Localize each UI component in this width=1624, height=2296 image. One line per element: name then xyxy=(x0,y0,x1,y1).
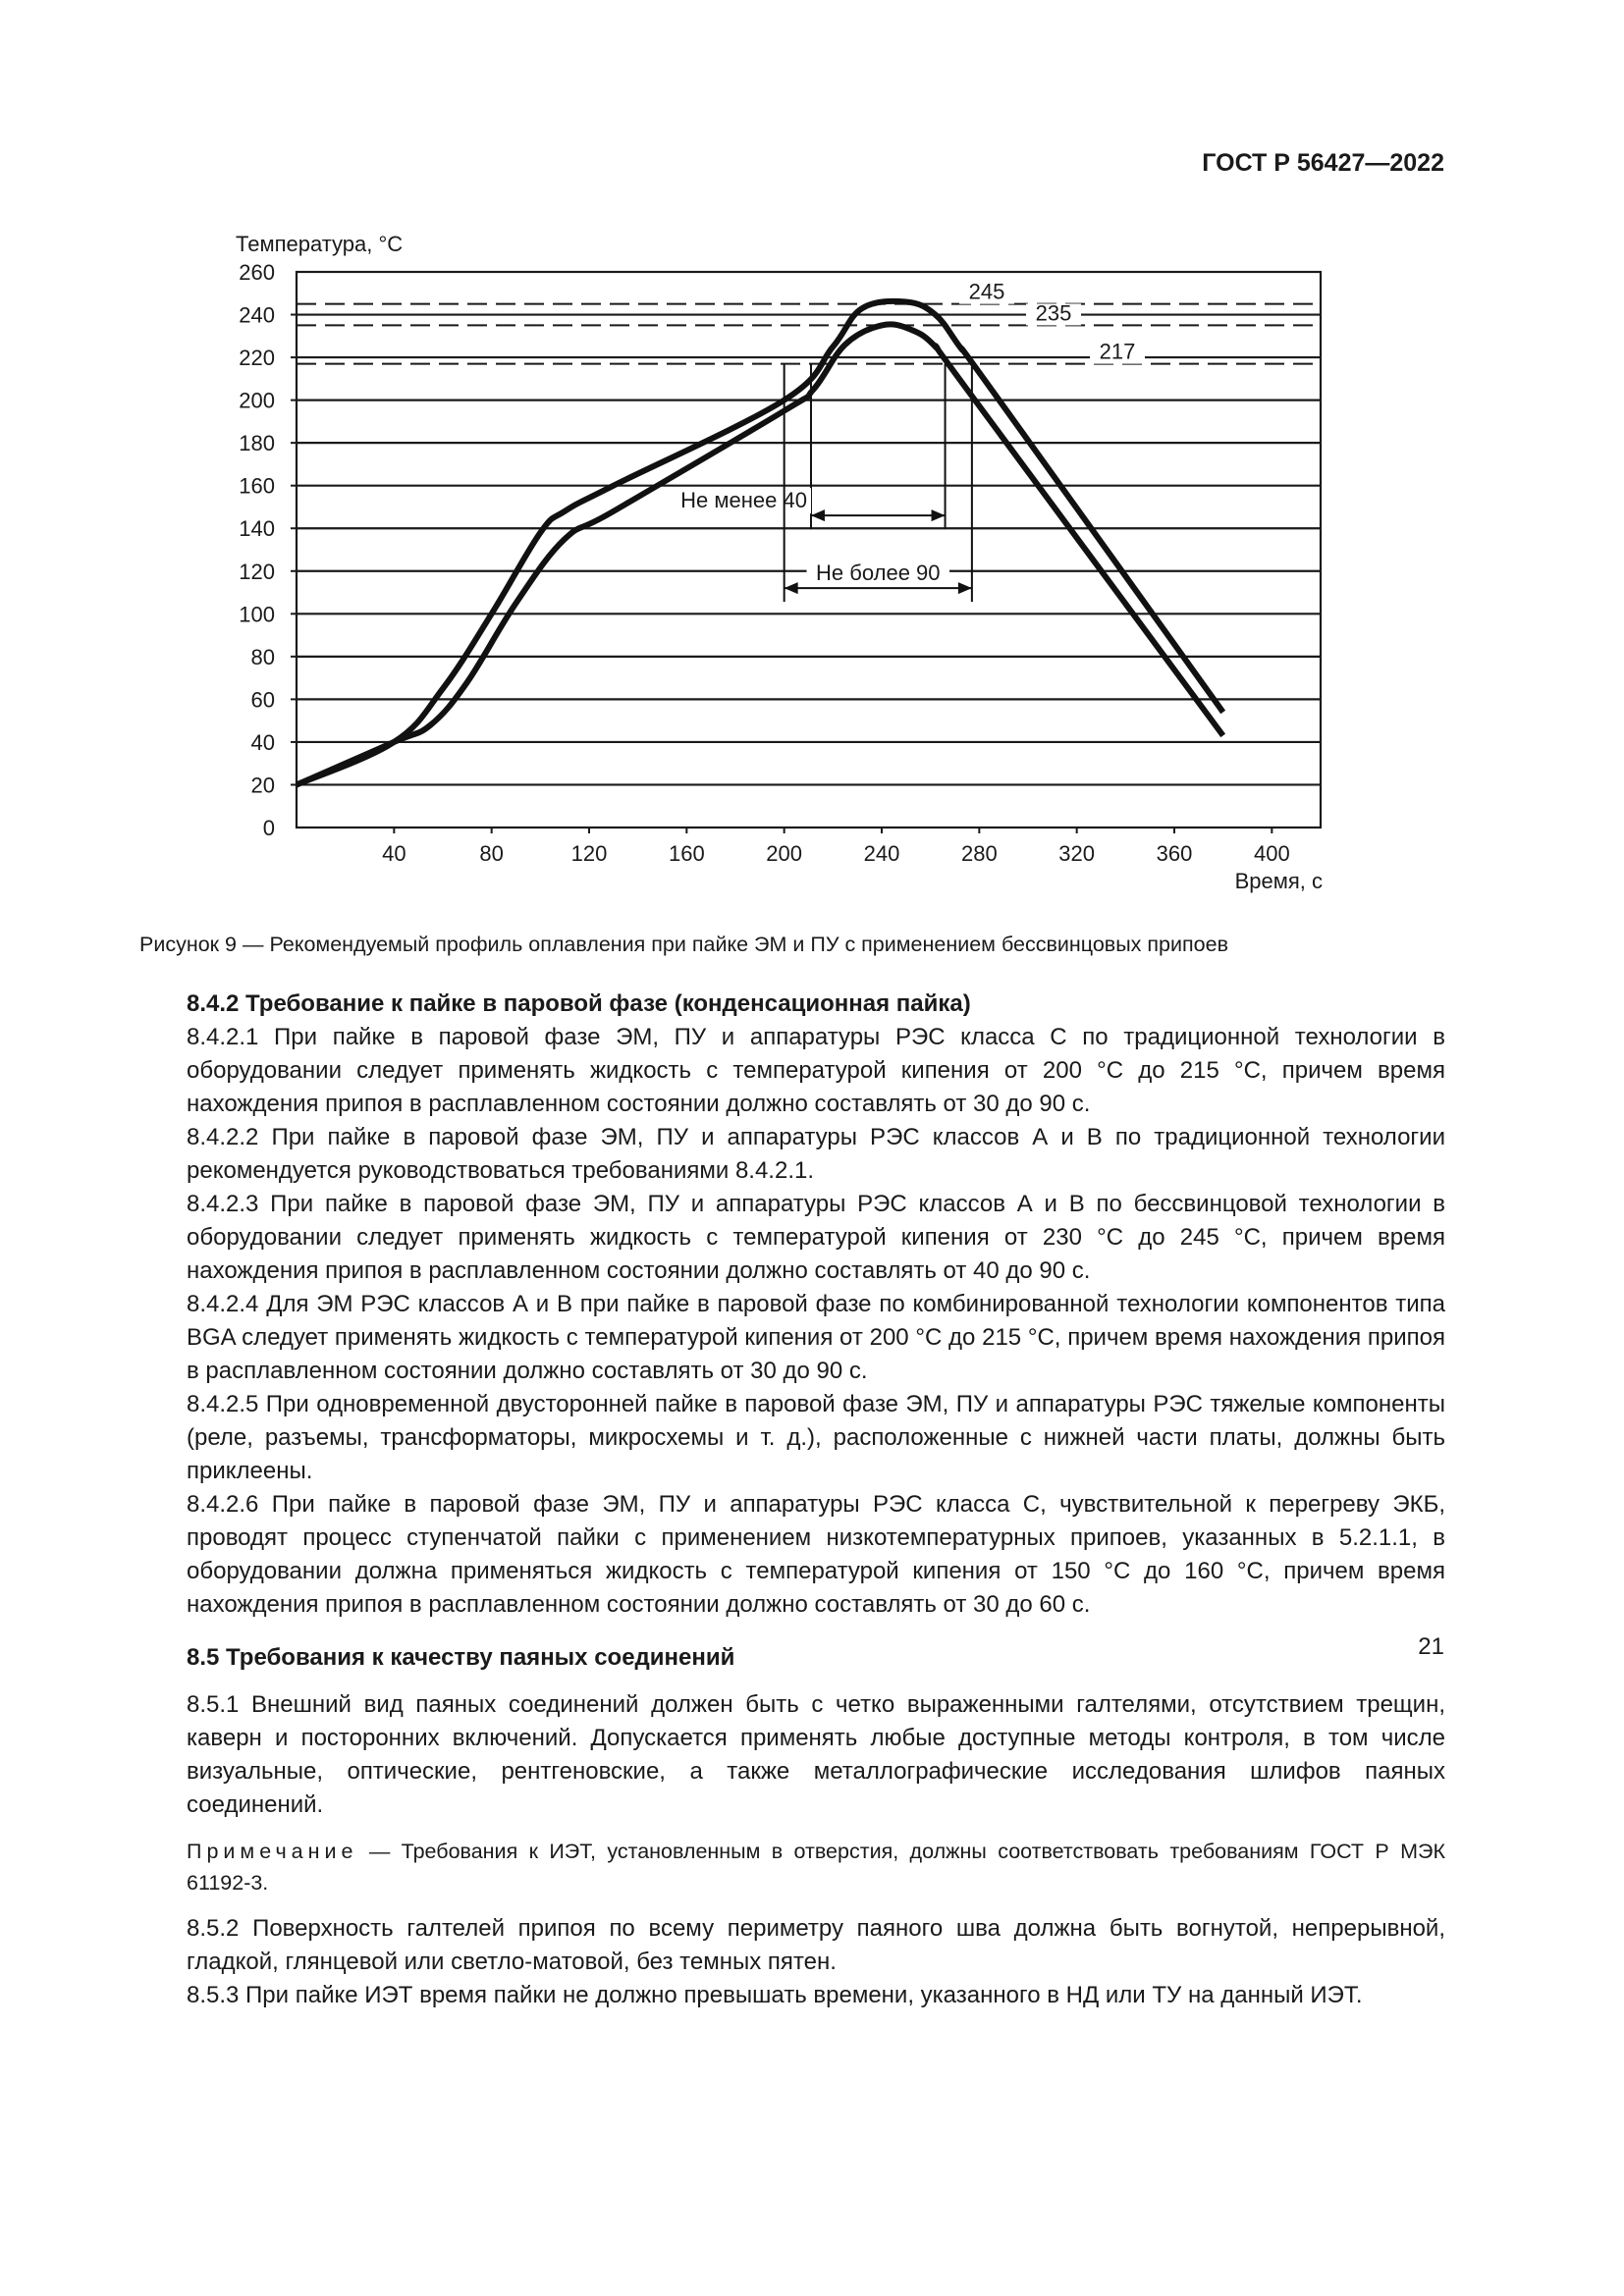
y-tick-label-260: 260 xyxy=(239,260,275,285)
paragraph-8-5-1: 8.5.1 Внешний вид паяных соединений должен быть с четко выраженными галтелями, отсутствием трещин, каверн и посторонних включений. Допускается применять любые доступные методы контроля, в том числе визуальные, оптические, рентгеновские, а также металлографические исследования шлифов паяных соединений. xyxy=(187,1691,1445,1818)
x-tick-label-280: 280 xyxy=(960,841,998,866)
y-tick-label-180: 180 xyxy=(239,431,275,456)
y-tick-label-80: 80 xyxy=(250,644,275,669)
x-tick-label-160: 160 xyxy=(668,841,705,866)
x-tick-label-200: 200 xyxy=(766,841,803,866)
x-tick-label-80: 80 xyxy=(479,841,504,866)
reference-label-235: 235 xyxy=(1035,300,1072,326)
annotation-arrowhead-left-2 xyxy=(785,582,798,594)
reflow-profile-chart xyxy=(0,0,1624,942)
annotation-label-1: Не менее 40 xyxy=(680,488,807,513)
paragraph-8-4-2-6: 8.4.2.6 При пайке в паровой фазе ЭМ, ПУ и аппаратуры РЭС класса С, чувствительной к перегреву ЭКБ, проводят процесс ступенчатой пайки с применением низкотемпературных припоев, указанных в 5.2.1.1, в оборудовании должна применяться жидкость с температурой кипения от 150 °С до 160 °С, причем время нахождения припоя в расплавленном состоянии должно составлять от 30 до 60 с. xyxy=(187,1491,1445,1618)
x-tick-label-400: 400 xyxy=(1253,841,1290,866)
page-number: 21 xyxy=(1418,1633,1444,1660)
y-tick-label-20: 20 xyxy=(250,773,275,798)
paragraph-8-4-2-3: 8.4.2.3 При пайке в паровой фазе ЭМ, ПУ и аппаратуры РЭС классов А и В по бессвинцовой технологии в оборудовании следует применять жидкость с температурой кипения от 230 °С до 245 °С, причем время нахождения припоя в расплавленном состоянии должно составлять от 40 до 90 с. xyxy=(187,1191,1445,1284)
section-8-4-2 xyxy=(187,988,1445,1622)
x-tick-label-240: 240 xyxy=(863,841,900,866)
paragraph-8-5-2: 8.5.2 Поверхность галтелей припоя по всему периметру паяного шва должна быть вогнутой, непрерывной, гладкой, глянцевой или светло-матовой, без темных пятен. xyxy=(187,1915,1445,1975)
section-8-5 xyxy=(187,1641,1445,2012)
reference-label-217: 217 xyxy=(1099,339,1136,364)
section-title-8-4-2: 8.4.2 Требование к пайке в паровой фазе (конденсационная пайка) xyxy=(187,990,971,1017)
y-axis-label: Температура, °С xyxy=(236,232,404,256)
y-tick-label-0: 0 xyxy=(262,816,275,840)
y-tick-label-160: 160 xyxy=(239,473,275,499)
profile-curve-lower xyxy=(297,324,1223,784)
y-tick-label-220: 220 xyxy=(239,346,275,371)
section-title-8-5: 8.5 Требования к качеству паяных соединений xyxy=(187,1644,735,1671)
annotation-label-2: Не более 90 xyxy=(816,561,941,586)
x-axis-label: Время, с xyxy=(1234,869,1323,893)
annotation-arrowhead-right-1 xyxy=(932,509,946,521)
y-tick-label-100: 100 xyxy=(239,602,275,627)
annotation-arrowhead-left-1 xyxy=(811,509,825,521)
y-tick-label-40: 40 xyxy=(250,729,275,755)
y-tick-label-120: 120 xyxy=(239,559,275,584)
plot-frame xyxy=(297,272,1321,828)
paragraph-8-5-3: 8.5.3 При пайке ИЭТ время пайки не должно превышать времени, указанного в НД или ТУ на данный ИЭТ. xyxy=(187,1982,1363,2008)
paragraph-8-4-2-2: 8.4.2.2 При пайке в паровой фазе ЭМ, ПУ и аппаратуры РЭС классов А и В по традиционной технологии рекомендуется руководствоваться требованиями 8.4.2.1. xyxy=(187,1124,1445,1184)
y-tick-label-140: 140 xyxy=(239,516,275,542)
y-tick-label-200: 200 xyxy=(239,388,275,413)
y-tick-label-60: 60 xyxy=(250,687,275,713)
note-text: — Требования к ИЭТ, установленным в отверстия, должны соответствовать требованиям ГОСТ Р МЭК 61192-3. xyxy=(187,1840,1445,1895)
note xyxy=(187,1836,1445,1898)
paragraph-8-4-2-5: 8.4.2.5 При одновременной двусторонней пайке в паровой фазе ЭМ, ПУ и аппаратуры РЭС тяжелые компоненты (реле, разъемы, трансформаторы, микросхемы и т. д.), расположенные с нижней части платы, должны быть приклеены. xyxy=(187,1391,1445,1484)
reference-label-245: 245 xyxy=(968,279,1005,304)
x-tick-label-320: 320 xyxy=(1058,841,1096,866)
figure-caption: Рисунок 9 — Рекомендуемый профиль оплавления при пайке ЭМ и ПУ с применением бессвинцовых припоев xyxy=(139,933,1228,956)
x-tick-label-360: 360 xyxy=(1156,841,1193,866)
document-standard-number: ГОСТ Р 56427—2022 xyxy=(1202,149,1444,177)
paragraph-8-4-2-1: 8.4.2.1 При пайке в паровой фазе ЭМ, ПУ и аппаратуры РЭС класса С по традиционной технологии в оборудовании следует применять жидкость с температурой кипения от 200 °С до 215 °С, причем время нахождения припоя в расплавленном состоянии должно составлять от 30 до 90 с. xyxy=(187,1024,1445,1117)
y-tick-label-240: 240 xyxy=(239,302,275,328)
annotation-arrowhead-right-2 xyxy=(958,582,972,594)
note-label: Примечание xyxy=(187,1840,358,1863)
paragraph-8-4-2-4: 8.4.2.4 Для ЭМ РЭС классов А и В при пайке в паровой фазе по комбинированной технологии компонентов типа BGA следует применять жидкость с температурой кипения от 200 °С до 215 °С, причем время нахождения припоя в расплавленном состоянии должно составлять от 30 до 90 с. xyxy=(187,1291,1445,1384)
x-tick-label-120: 120 xyxy=(570,841,608,866)
x-tick-label-40: 40 xyxy=(382,841,406,866)
